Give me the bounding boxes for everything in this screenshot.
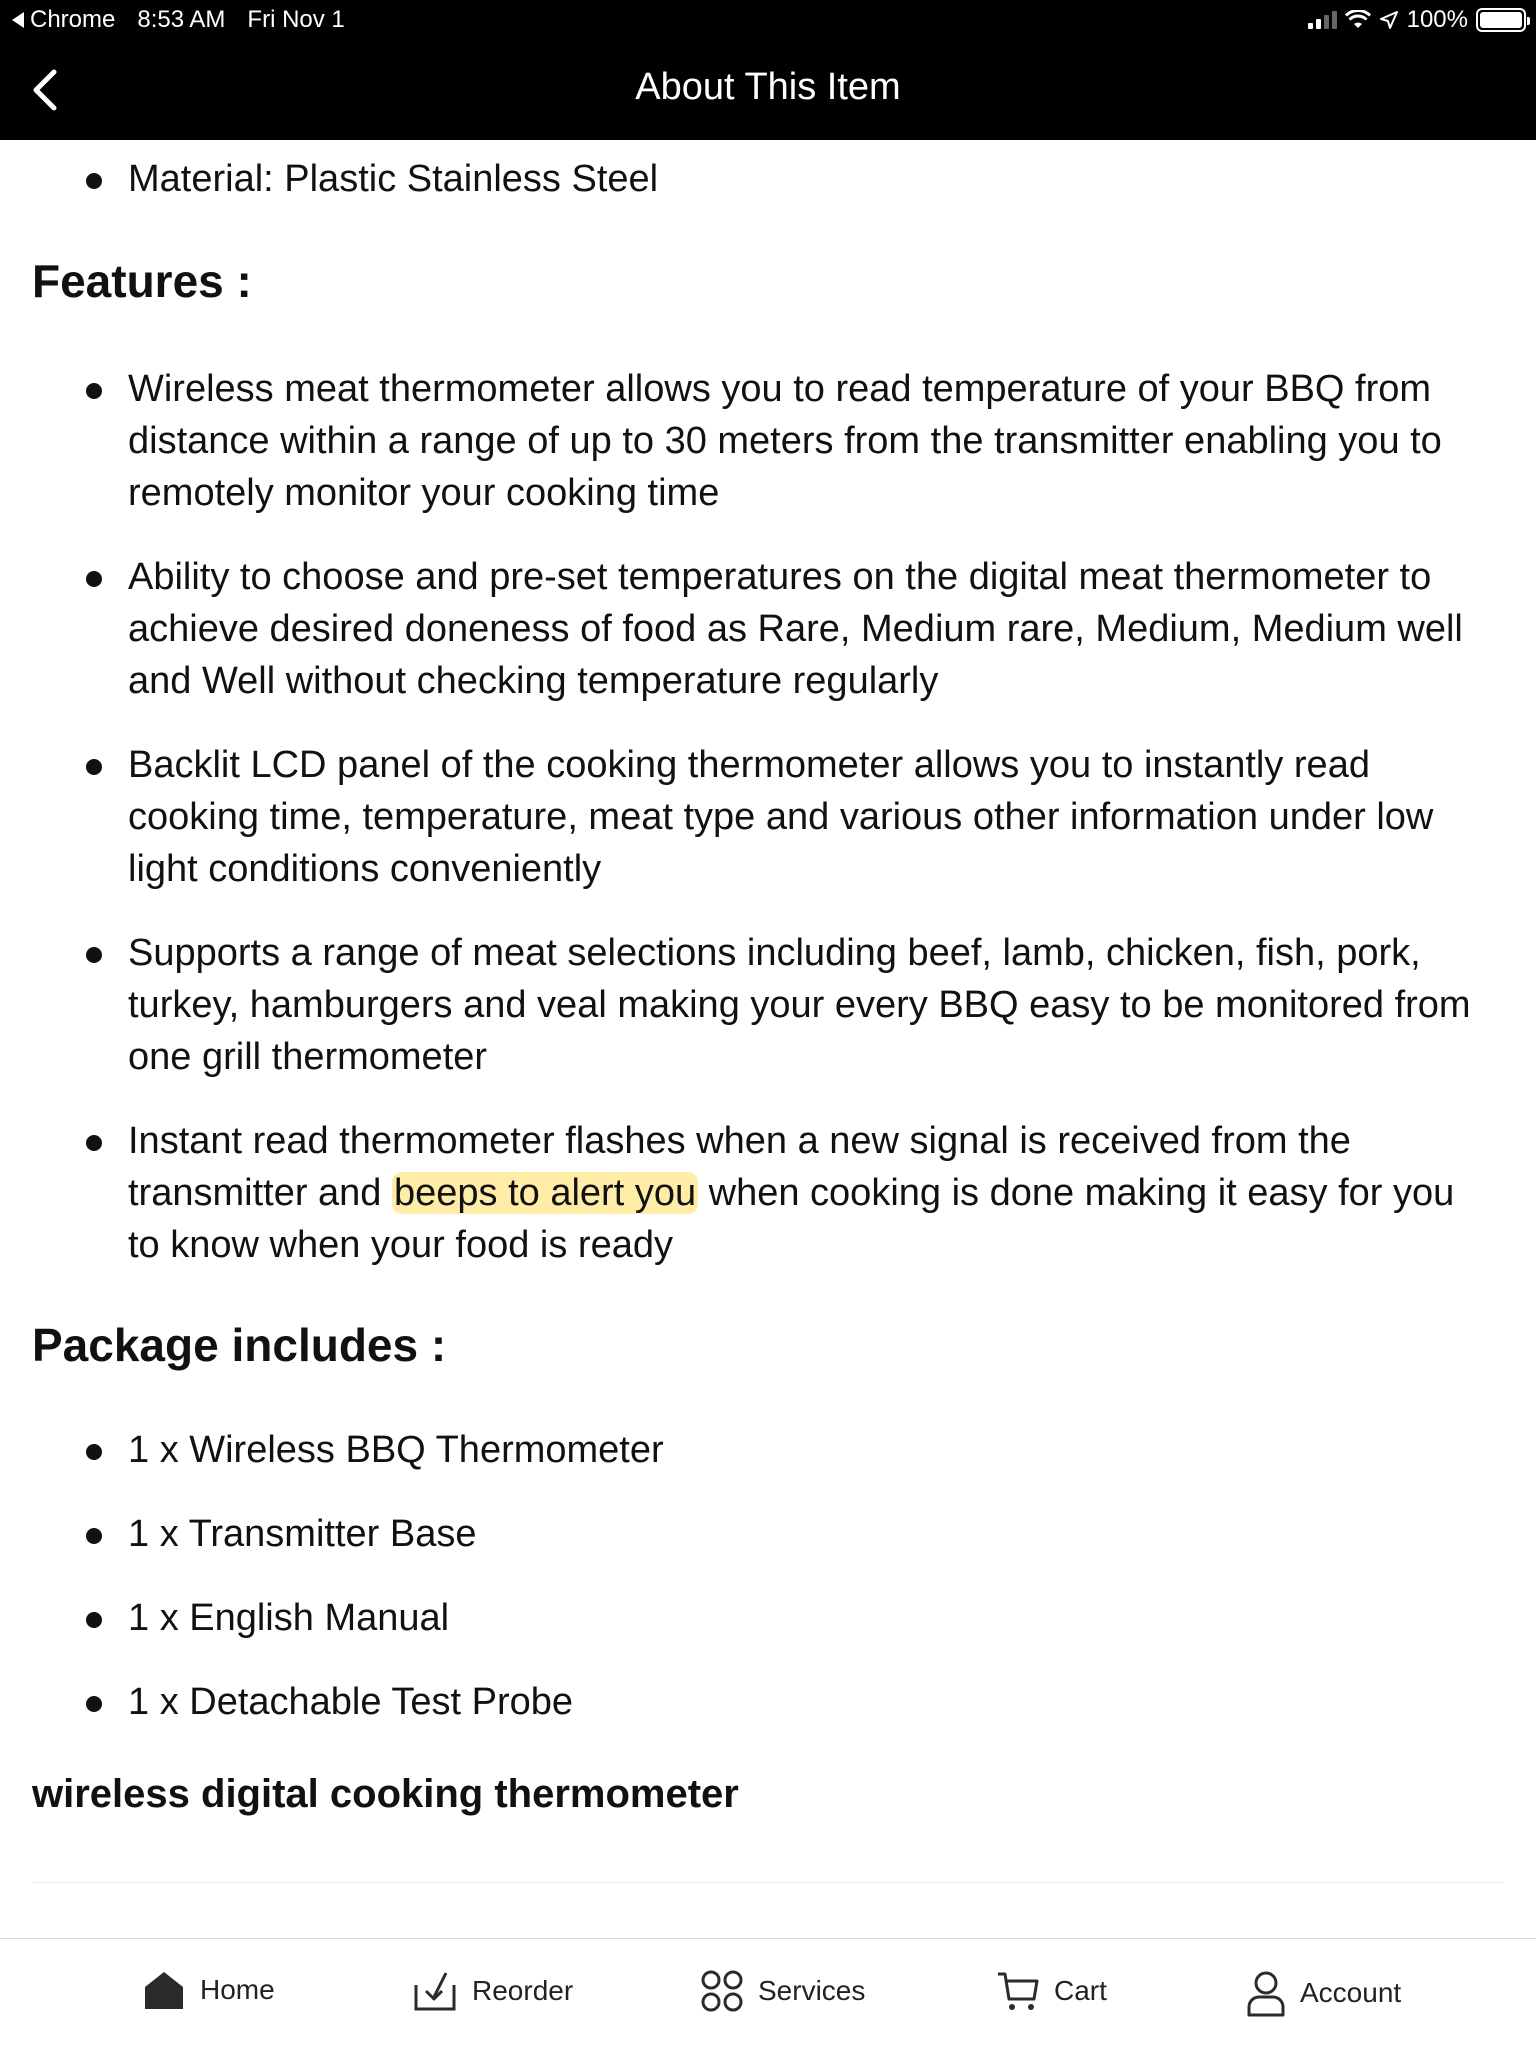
bullet-icon — [86, 1696, 102, 1712]
back-app-label: Chrome — [30, 6, 116, 33]
location-arrow-icon — [1379, 10, 1399, 30]
wifi-icon — [1345, 10, 1371, 30]
list-item: Supports a range of meat selections including beef, lamb, chicken, fish, pork, turkey, hamburgers and veal making your every BBQ easy to be monitored from one grill thermometer — [0, 927, 1536, 1083]
tab-label: Home — [200, 1974, 275, 2005]
list-item: Material: Plastic Stainless Steel — [0, 153, 1536, 205]
account-person-icon — [1246, 1969, 1286, 2017]
product-tagline: wireless digital cooking thermometer — [32, 1772, 739, 1816]
bullet-icon — [86, 1612, 102, 1628]
list-item: Instant read thermometer flashes when a new signal is received from the transmitter and beeps to alert you when cooking is done making it easy for you to know when your food is ready — [0, 1115, 1536, 1271]
material-list — [0, 153, 1536, 205]
tab-account[interactable] — [1246, 1969, 1401, 2017]
tab-label: Services — [758, 1975, 866, 2006]
package-list — [0, 1424, 1536, 1728]
navigation-bar — [0, 40, 1536, 140]
status-bar — [0, 0, 1536, 40]
tab-label: Cart — [1054, 1975, 1107, 2006]
cellular-signal-icon — [1308, 11, 1337, 29]
list-item: Backlit LCD panel of the cooking thermometer allows you to instantly read cooking time, temperature, meat type and various other information under low light conditions conveniently — [0, 739, 1536, 895]
highlighted-text: beeps to alert you — [394, 1172, 697, 1214]
back-to-app-link[interactable] — [12, 6, 115, 34]
tab-cart[interactable] — [996, 1969, 1107, 2013]
services-grid-icon — [700, 1969, 744, 2013]
bullet-icon — [86, 759, 102, 775]
list-item: 1 x English Manual — [0, 1592, 1536, 1644]
status-time: 8:53 AM — [137, 6, 226, 33]
reorder-icon — [412, 1969, 458, 2013]
bullet-icon — [86, 383, 102, 399]
status-date: Fri Nov 1 — [247, 6, 345, 33]
tab-bar — [0, 1938, 1536, 2048]
bullet-icon — [86, 1135, 102, 1151]
list-item: 1 x Transmitter Base — [0, 1508, 1536, 1560]
list-item: 1 x Wireless BBQ Thermometer — [0, 1424, 1536, 1476]
tab-label: Account — [1300, 1977, 1402, 2008]
home-icon — [142, 1969, 186, 2011]
back-triangle-icon — [12, 12, 24, 28]
list-item: Ability to choose and pre-set temperatures on the digital meat thermometer to achieve desired doneness of food as Rare, Medium rare, Medium, Medium well and Well without checking temperature regularly — [0, 551, 1536, 707]
battery-icon — [1476, 8, 1526, 32]
package-heading: Package includes : — [32, 1319, 447, 1371]
tab-label: Reorder — [472, 1975, 574, 2006]
list-item: 1 x Detachable Test Probe — [0, 1676, 1536, 1728]
features-heading: Features : — [32, 255, 252, 307]
battery-percent: 100% — [1406, 6, 1468, 33]
bullet-icon — [86, 1444, 102, 1460]
divider — [32, 1882, 1504, 1883]
page-title: About This Item — [635, 66, 901, 108]
bullet-icon — [86, 571, 102, 587]
cart-icon — [996, 1969, 1040, 2013]
bullet-icon — [86, 1528, 102, 1544]
tab-home[interactable] — [142, 1969, 275, 2011]
list-item: Wireless meat thermometer allows you to read temperature of your BBQ from distance within a range of up to 30 meters from the transmitter enabling you to remotely monitor your cooking time — [0, 363, 1536, 519]
tab-services[interactable] — [700, 1969, 865, 2013]
bullet-icon — [86, 947, 102, 963]
tab-reorder[interactable] — [412, 1969, 573, 2013]
bullet-icon — [86, 173, 102, 189]
features-list — [0, 363, 1536, 1271]
